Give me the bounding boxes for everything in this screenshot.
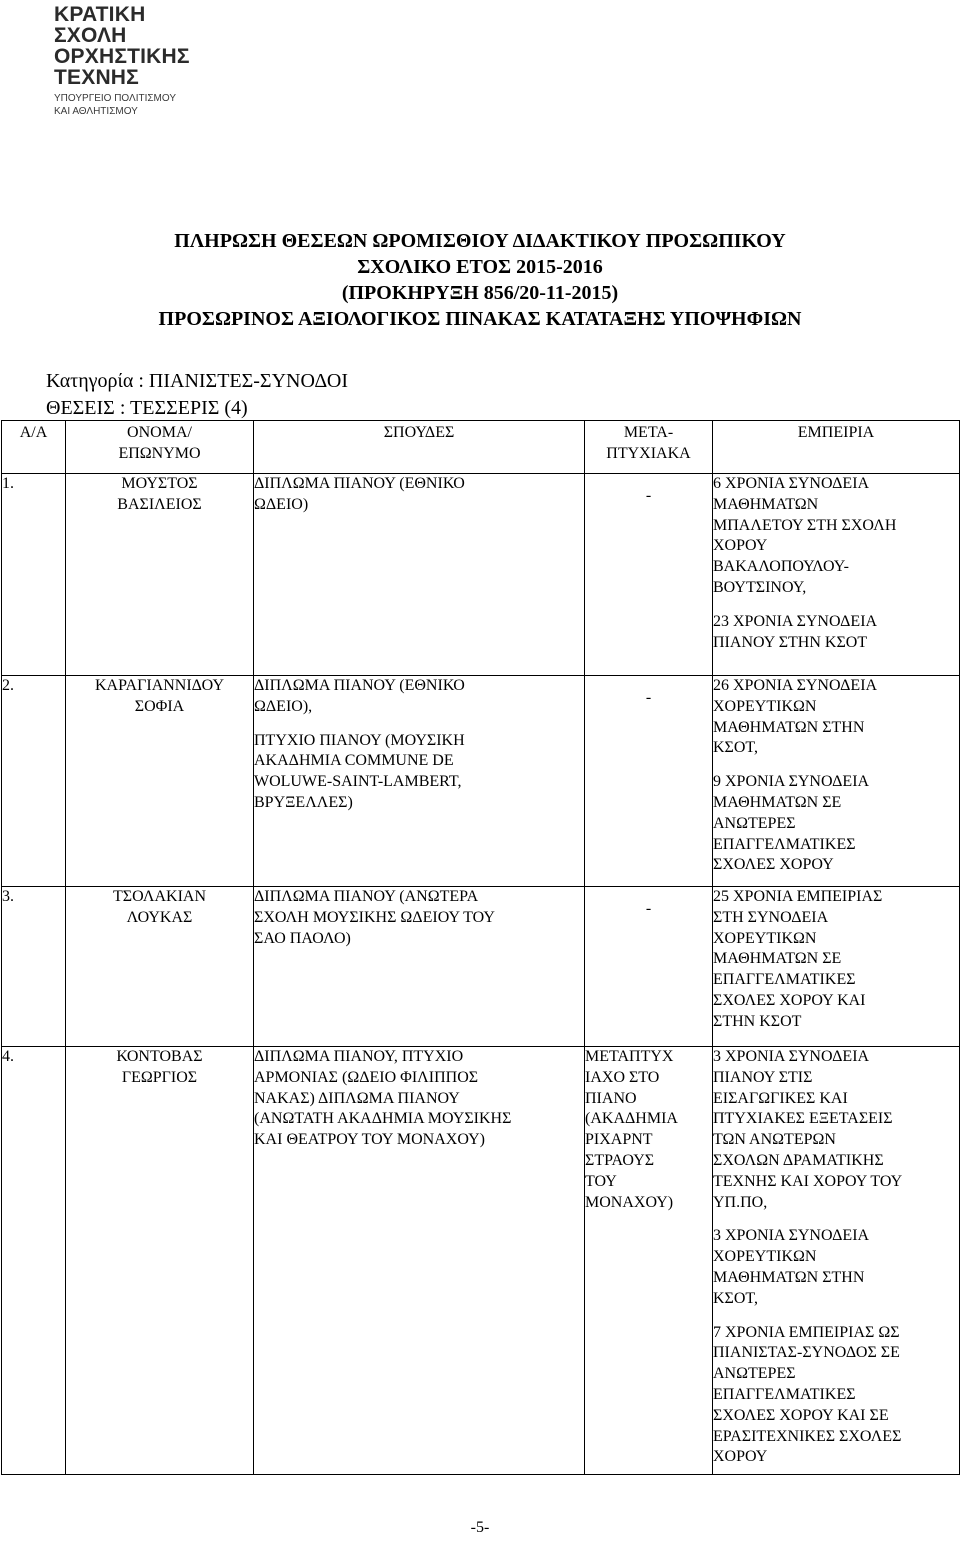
studies-item: ΔΙΠΛΩΜΑ ΠΙΑΝΟΥ (ΕΘΝΙΚΟ ΩΔΕΙΟ), xyxy=(254,677,465,715)
heading-school-year: ΣΧΟΛΙΚΟ ΕΤΟΣ 2015-2016 xyxy=(357,256,603,278)
studies-item: ΔΙΠΛΩΜΑ ΠΙΑΝΟΥ, ΠΤΥΧΙΟ ΑΡΜΟΝΙΑΣ (ΩΔΕΙΟ ΦΙΛΙΠΠΟΣ ΝΑΚΑΣ) ΔΙΠΛΩΜΑ ΠΙΑΝΟΥ (ΑΝΩΤΑΤΗ ΑΚΑΔΗΜΙΑ ΜΟΥΣΙΚΗΣ ΚΑΙ ΘΕΑΤΡΟΥ ΤΟΥ ΜΟΝΑΧΟΥ) xyxy=(254,1048,512,1149)
header-name: ΟΝΟΜΑ/ ΕΠΩΝΥΜΟ xyxy=(66,421,254,474)
postgraduate-cell xyxy=(585,887,713,1047)
postgraduate-cell xyxy=(585,676,713,887)
school-logo xyxy=(54,4,254,118)
postgraduate-cell xyxy=(585,1047,713,1475)
studies-item: ΠΤΥΧΙΟ ΠΙΑΝΟΥ (ΜΟΥΣΙΚΗ ΑΚΑΔΗΜΙΑ COMMUNE DE WOLUWE-SAINT-LAMBERT, ΒΡΥΞΕΛΛΕΣ) xyxy=(254,731,465,811)
heading-table-title: ΠΡΟΣΩΡΙΝΟΣ ΑΞΙΟΛΟΓΙΚΟΣ ΠΙΝΑΚΑΣ ΚΑΤΑΤΑΞΗΣ ΥΠΟΨΗΦΙΩΝ xyxy=(158,308,802,330)
experience-item: 26 ΧΡΟΝΙΑ ΣΥΝΟΔΕΙΑ ΧΟΡΕΥΤΙΚΩΝ ΜΑΘΗΜΑΤΩΝ ΣΤΗΝ ΚΣΟΤ, xyxy=(713,677,878,757)
postgraduate-value: - xyxy=(645,487,652,504)
experience-cell xyxy=(713,676,960,887)
logo-line-2: ΣΧΟΛΗ xyxy=(54,24,127,47)
experience-item: 23 ΧΡΟΝΙΑ ΣΥΝΟΔΕΙΑ ΠΙΑΝΟΥ ΣΤΗΝ ΚΣΟΤ xyxy=(713,612,878,651)
experience-item: 7 ΧΡΟΝΙΑ ΕΜΠΕΙΡΙΑΣ ΩΣ ΠΙΑΝΙΣΤΑΣ-ΣΥΝΟΔΟΣ ΣΕ ΑΝΩΤΕΡΕΣ ΕΠΑΓΓΕΛΜΑΤΙΚΕΣ ΣΧΟΛΕΣ ΧΟΡΟΥ ΚΑΙ ΣΕ ΕΡΑΣΙΤΕΧΝΙΚΕΣ ΣΧΟΛΕΣ ΧΟΡΟΥ xyxy=(713,1323,902,1466)
experience-item: 9 ΧΡΟΝΙΑ ΣΥΝΟΔΕΙΑ ΜΑΘΗΜΑΤΩΝ ΣΕ ΑΝΩΤΕΡΕΣ ΕΠΑΓΓΕΛΜΑΤΙΚΕΣ ΣΧΟΛΕΣ ΧΟΡΟΥ xyxy=(713,773,870,874)
logo-line-1: ΚΡΑΤΙΚΗ xyxy=(54,3,146,26)
positions-label: ΘΕΣΕΙΣ : ΤΕΣΣΕΡΙΣ (4) xyxy=(46,397,248,419)
experience-item: 6 ΧΡΟΝΙΑ ΣΥΝΟΔΕΙΑ ΜΑΘΗΜΑΤΩΝ ΜΠΑΛΕΤΟΥ ΣΤΗ ΣΧΟΛΗ ΧΟΡΟΥ ΒΑΚΑΛΟΠΟΥΛΟΥ- ΒΟΥΤΣΙΝΟΥ, xyxy=(713,475,897,596)
row-number: 1. xyxy=(2,474,66,676)
candidate-name: ΤΣΟΛΑΚΙΑΝ ΛΟΥΚΑΣ xyxy=(66,887,254,1047)
studies-cell xyxy=(254,474,585,676)
experience-item: 3 ΧΡΟΝΙΑ ΣΥΝΟΔΕΙΑ ΠΙΑΝΟΥ ΣΤΙΣ ΕΙΣΑΓΩΓΙΚΕΣ ΚΑΙ ΠΤΥΧΙΑΚΕΣ ΕΞΕΤΑΣΕΙΣ ΤΩΝ ΑΝΩΤΕΡΩΝ ΣΧΟΛΩΝ ΔΡΑΜΑΤΙΚΗΣ ΤΕΧΝΗΣ ΚΑΙ ΧΟΡΟΥ ΤΟΥ ΥΠ.ΠΟ, xyxy=(713,1048,903,1211)
candidate-name: ΜΟΥΣΤΟΣ ΒΑΣΙΛΕΙΟΣ xyxy=(66,474,254,676)
experience-cell xyxy=(713,1047,960,1475)
postgraduate-value: - xyxy=(645,689,652,706)
logo-ministry-line-1: ΥΠΟΥΡΓΕΙΟ ΠΟΛΙΤΙΣΜΟΥ xyxy=(54,93,177,104)
candidate-name: ΚΟΝΤΟΒΑΣ ΓΕΩΡΓΙΟΣ xyxy=(66,1047,254,1475)
page-number: -5- xyxy=(470,1519,490,1536)
heading-proclamation: (ΠΡΟΚΗΡΥΞΗ 856/20-11-2015) xyxy=(341,282,619,304)
category-block xyxy=(46,368,348,422)
candidate-name: ΚΑΡΑΓΙΑΝΝΙΔΟΥ ΣΟΦΙΑ xyxy=(66,676,254,887)
postgraduate-cell xyxy=(585,474,713,676)
header-postgraduate: ΜΕΤΑ- ΠΤΥΧΙΑΚΑ xyxy=(585,421,713,474)
studies-item: ΔΙΠΛΩΜΑ ΠΙΑΝΟΥ (ΑΝΩΤΕΡΑ ΣΧΟΛΗ ΜΟΥΣΙΚΗΣ ΩΔΕΙΟΥ ΤΟΥ ΣΑΟ ΠΑΟΛΟ) xyxy=(254,888,495,947)
document-heading xyxy=(0,228,960,332)
logo-line-4: ΤΕΧΝΗΣ xyxy=(54,66,139,89)
table-row xyxy=(2,676,960,887)
table-row xyxy=(2,887,960,1047)
table-row xyxy=(2,1047,960,1475)
experience-item: 3 ΧΡΟΝΙΑ ΣΥΝΟΔΕΙΑ ΧΟΡΕΥΤΙΚΩΝ ΜΑΘΗΜΑΤΩΝ ΣΤΗΝ ΚΣΟΤ, xyxy=(713,1227,870,1307)
experience-cell xyxy=(713,474,960,676)
category-label: Κατηγορία : ΠΙΑΝΙΣΤΕΣ-ΣΥΝΟΔΟΙ xyxy=(46,370,349,392)
postgraduate-value: - xyxy=(645,900,652,917)
ranking-table xyxy=(1,420,960,1475)
header-studies: ΣΠΟΥΔΕΣ xyxy=(254,421,585,474)
studies-cell xyxy=(254,676,585,887)
studies-cell xyxy=(254,1047,585,1475)
header-experience: ΕΜΠΕΙΡΙΑ xyxy=(713,421,960,474)
experience-item: 25 ΧΡΟΝΙΑ ΕΜΠΕΙΡΙΑΣ ΣΤΗ ΣΥΝΟΔΕΙΑ ΧΟΡΕΥΤΙΚΩΝ ΜΑΘΗΜΑΤΩΝ ΣΕ ΕΠΑΓΓΕΛΜΑΤΙΚΕΣ ΣΧΟΛΕΣ ΧΟΡΟΥ ΚΑΙ ΣΤΗΝ ΚΣΟΤ xyxy=(713,888,883,1030)
table-row xyxy=(2,474,960,676)
postgraduate-value: ΜΕΤΑΠΤΥΧ ΙΑΧΟ ΣΤΟ ΠΙΑΝΟ (ΑΚΑΔΗΜΙΑ ΡΙΧΑΡΝΤ ΣΤΡΑΟΥΣ ΤΟΥ ΜΟΝΑΧΟΥ) xyxy=(585,1048,678,1211)
studies-item: ΔΙΠΛΩΜΑ ΠΙΑΝΟΥ (ΕΘΝΙΚΟ ΩΔΕΙΟ) xyxy=(254,475,465,513)
heading-title: ΠΛΗΡΩΣΗ ΘΕΣΕΩΝ ΩΡΟΜΙΣΘΙΟΥ ΔΙΔΑΚΤΙΚΟΥ ΠΡΟΣΩΠΙΚΟΥ xyxy=(174,230,786,252)
row-number: 4. xyxy=(2,1047,66,1475)
row-number: 3. xyxy=(2,887,66,1047)
table-header-row xyxy=(2,421,960,474)
row-number: 2. xyxy=(2,676,66,887)
header-aa: Α/Α xyxy=(2,421,66,474)
logo-line-3: ΟΡΧΗΣΤΙΚΗΣ xyxy=(54,45,190,68)
studies-cell xyxy=(254,887,585,1047)
experience-cell xyxy=(713,887,960,1047)
logo-ministry-line-2: ΚΑΙ ΑΘΛΗΤΙΣΜΟΥ xyxy=(54,106,138,117)
